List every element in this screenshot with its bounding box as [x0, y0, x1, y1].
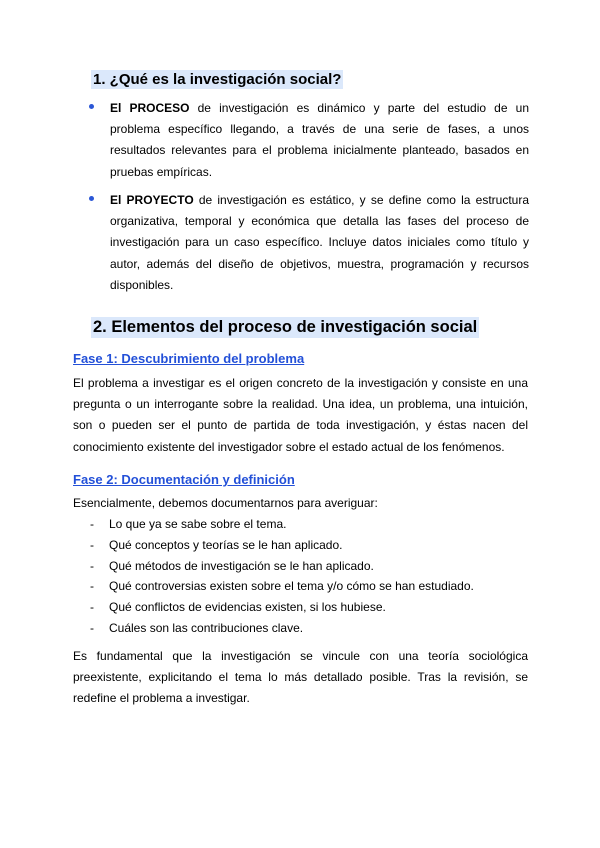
- fase-2-title[interactable]: Fase 2: Documentación y definición: [73, 472, 295, 487]
- bullet-dot-icon: [89, 196, 94, 201]
- list-item: - Qué controversias existen sobre el tema y/o cómo se han estudiado.: [90, 579, 474, 594]
- bullet-dot-icon: [89, 104, 94, 109]
- bullet-body: de investigación es estático, y se define como la estructura organizativa, temporal y económica que detalla las fases del proceso de investigación para un caso específico. Incluye datos iniciales como título y autor, además del diseño de objetivos, muestra, programación y recursos disponibles.: [110, 193, 529, 292]
- bullet-text: [110, 190, 529, 296]
- bullet-item-proyecto: [89, 190, 529, 296]
- section-2-heading: 2. Elementos del proceso de investigación social: [93, 318, 478, 336]
- closing-paragraph: Es fundamental que la investigación se vincule con una teoría sociológica preexistente, explicitando el tema lo más detallado posible. Tras la revisión, se redefine el problema a investigar.: [73, 649, 528, 706]
- documentation-list: [73, 514, 528, 639]
- fase-2-intro: Esencialmente, debemos documentarnos para averiguar:: [73, 496, 378, 510]
- fase-1-paragraph: El problema a investigar es el origen concreto de la investigación y consiste en una pregunta o un interrogante sobre la realidad. Una idea, un problema, una intuición, son o pueden ser el punto de partida de toda investigación, y éstas nacen del conocimiento existente del investigador sobre el estado actual de los fenómenos.: [73, 376, 528, 454]
- fase-1-title[interactable]: Fase 1: Descubrimiento del problema: [73, 351, 305, 366]
- bullet-bold-term: El PROCESO: [110, 101, 190, 115]
- bullet-body: de investigación es dinámico y parte del estudio de un problema específico llegando, a través de una serie de fases, a unos resultados relevantes para el problema inicialmente planteado, basados en pruebas empíricas.: [110, 101, 529, 179]
- list-item: - Qué conflictos de evidencias existen, si los hubiese.: [90, 600, 386, 615]
- bullet-item-proceso: [89, 98, 529, 183]
- section-1-heading: 1. ¿Qué es la investigación social?: [93, 71, 342, 88]
- list-item: - Cuáles son las contribuciones clave.: [90, 620, 304, 635]
- list-item: - Qué conceptos y teorías se le han aplicado.: [90, 537, 343, 552]
- bullet-bold-term: El PROYECTO: [110, 193, 194, 207]
- list-item: - Lo que ya se sabe sobre el tema.: [90, 517, 287, 531]
- bullet-text: [110, 98, 529, 183]
- list-item: - Qué métodos de investigación se le han aplicado.: [90, 558, 374, 573]
